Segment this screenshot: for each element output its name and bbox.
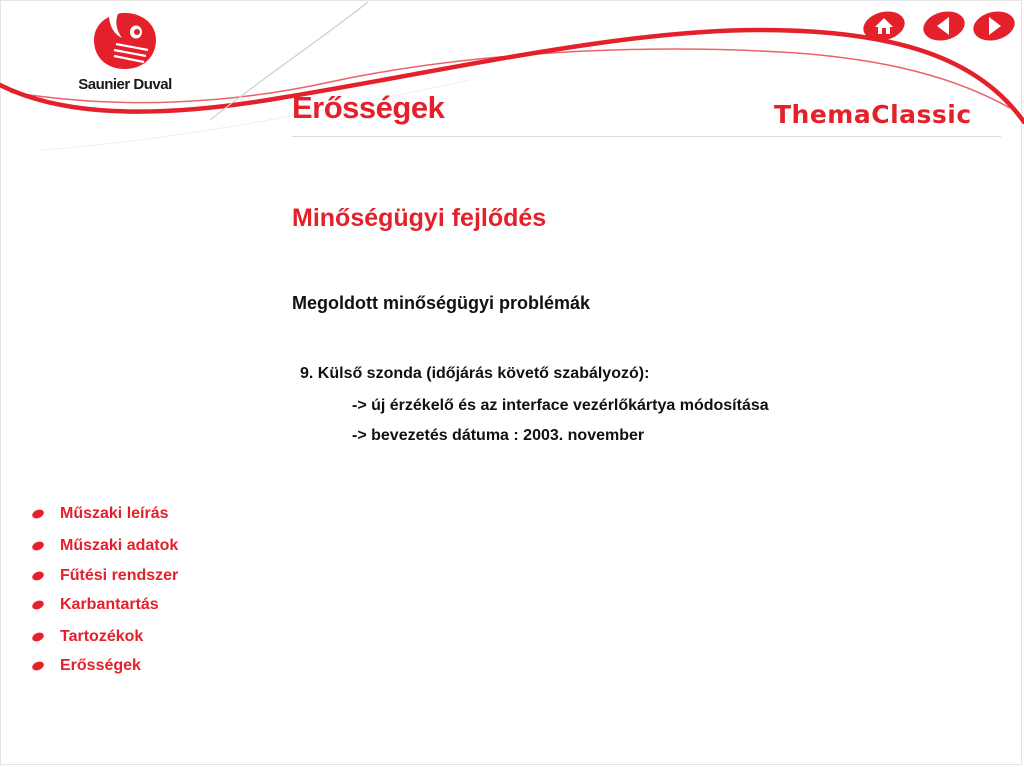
side-nav-label: Karbantartás xyxy=(60,596,159,613)
detail-line: -> bevezetés dátuma : 2003. november xyxy=(352,427,645,444)
slide-subtitle: Minőségügyi fejlődés xyxy=(292,204,547,232)
themaclassic-logo: ThemaClassic xyxy=(774,100,972,129)
arrow-left-icon xyxy=(922,8,966,44)
side-nav-label: Műszaki leírás xyxy=(60,505,169,522)
previous-button[interactable] xyxy=(922,8,966,44)
brand-name: Saunier Duval xyxy=(78,76,172,93)
home-button[interactable] xyxy=(862,8,906,44)
side-nav-label: Tartozékok xyxy=(60,628,144,645)
next-button[interactable] xyxy=(972,8,1016,44)
title-divider xyxy=(292,136,1001,137)
side-nav-label: Fűtési rendszer xyxy=(60,567,179,584)
section-heading: Megoldott minőségügyi problémák xyxy=(292,293,591,313)
saunier-duval-logo xyxy=(70,10,180,100)
home-icon xyxy=(862,8,906,44)
arrow-right-icon xyxy=(972,8,1016,44)
side-nav-label: Erősségek xyxy=(60,657,141,674)
detail-line: -> új érzékelő és az interface vezérlőkártya módosítása xyxy=(352,397,769,414)
side-nav-label: Műszaki adatok xyxy=(60,537,179,554)
bird-logo-icon xyxy=(86,10,164,76)
item-heading: 9. Külső szonda (időjárás követő szabályozó): xyxy=(300,365,650,382)
page-title: Erősségek xyxy=(292,90,445,125)
